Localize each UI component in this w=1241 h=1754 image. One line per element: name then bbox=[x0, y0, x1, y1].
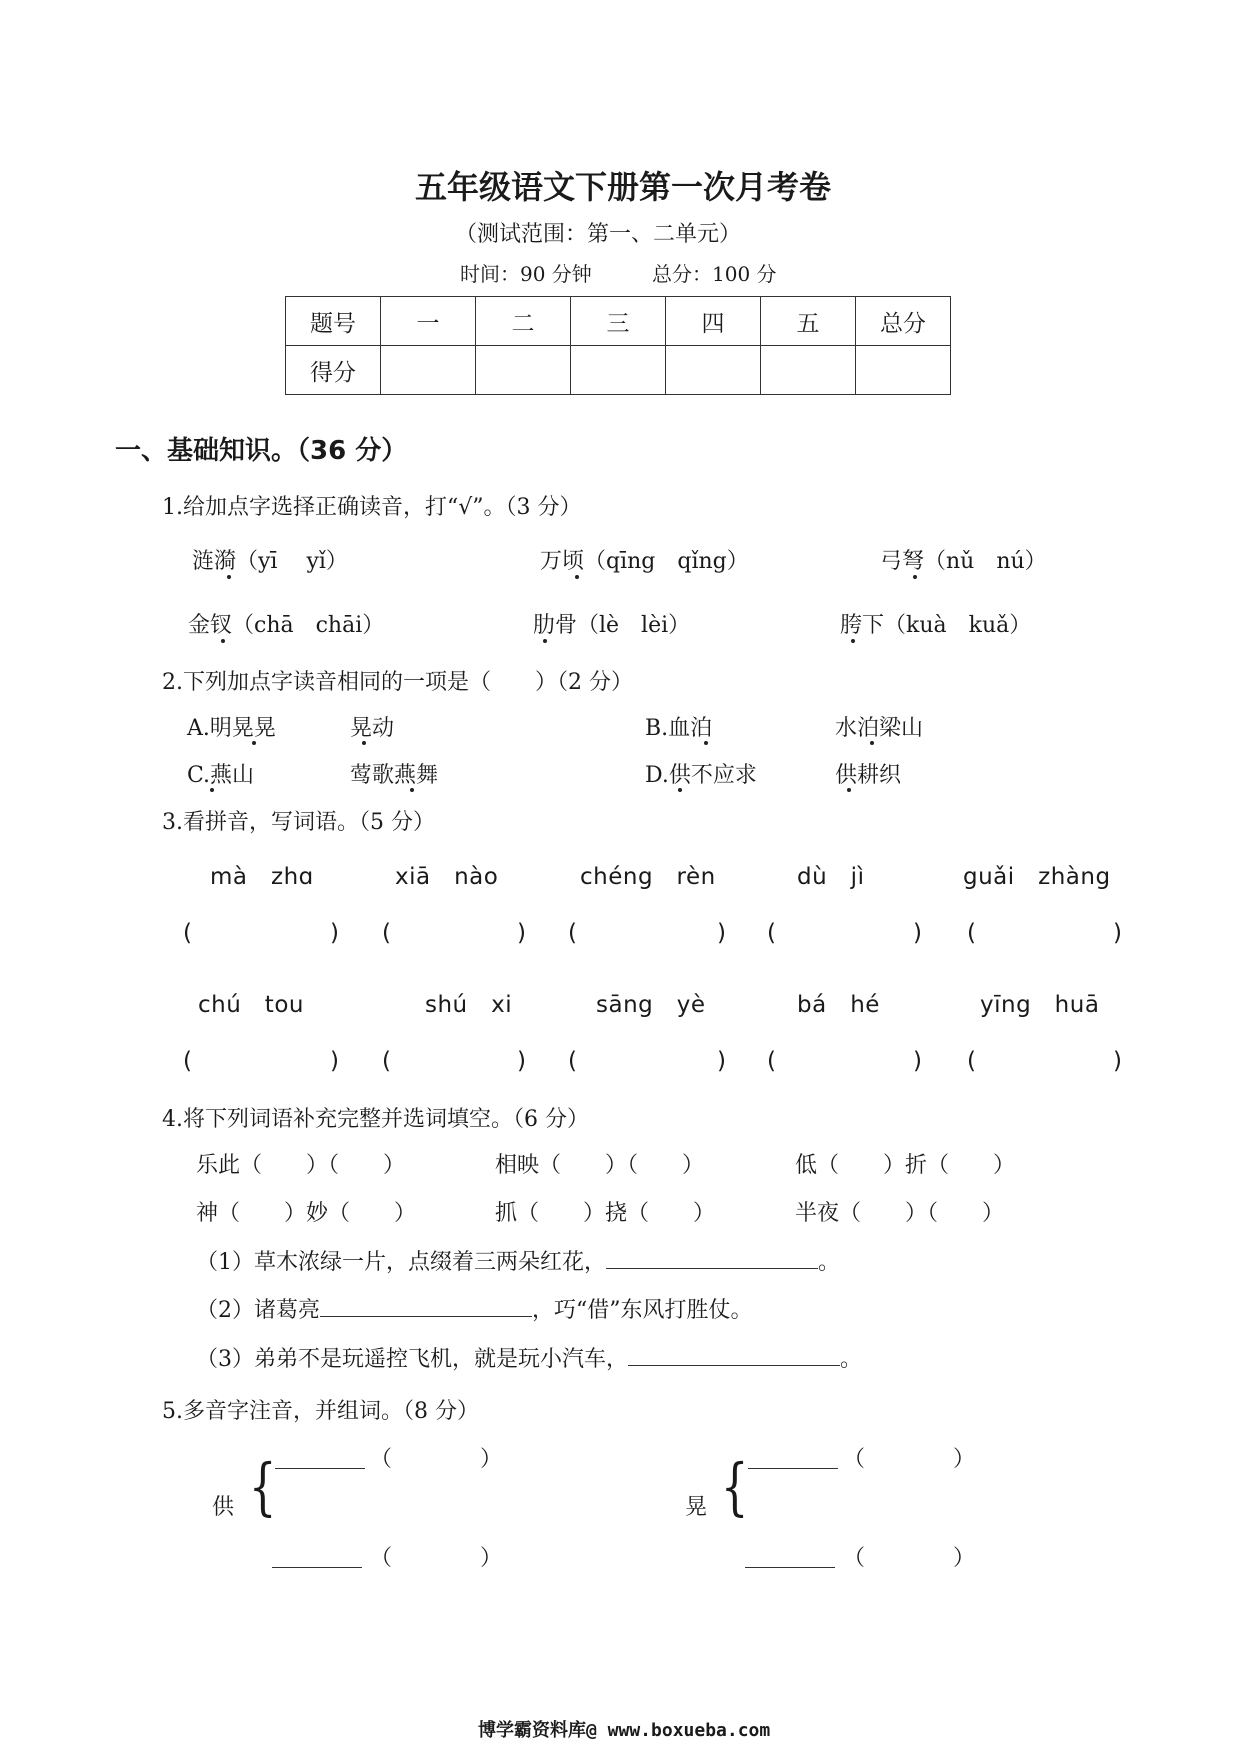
pinyin-paren[interactable]: （ ） bbox=[843, 1447, 976, 1472]
pinyin: yīng huā bbox=[980, 992, 1100, 1018]
curly-brace: { bbox=[720, 1450, 749, 1523]
fill-sentence-1 bbox=[196, 1245, 840, 1276]
emphasis-dot bbox=[678, 788, 682, 792]
sentence-text: （1）草木浓绿一片，点缀着三两朵红花， bbox=[196, 1250, 606, 1275]
answer-paren-close[interactable]: ) bbox=[717, 1048, 727, 1074]
answer-paren-open[interactable]: ( bbox=[967, 1048, 977, 1074]
score-cell[interactable] bbox=[666, 346, 761, 395]
q1-item: 涟漪（yī yǐ） bbox=[192, 549, 348, 574]
total-score: 总分：100 分 bbox=[652, 262, 777, 286]
q1-item: 胯下（kuà kuǎ） bbox=[840, 613, 1032, 638]
option-d-word1: D.供不应求 bbox=[645, 763, 757, 788]
pinyin: bá hé bbox=[797, 992, 880, 1018]
table-cell: 题号 bbox=[286, 297, 381, 346]
table-cell: 二 bbox=[476, 297, 571, 346]
emphasis-dot bbox=[227, 575, 231, 579]
emphasis-dot bbox=[362, 741, 366, 745]
answer-blank[interactable] bbox=[320, 1316, 532, 1317]
emphasis-dot bbox=[913, 575, 917, 579]
answer-blank[interactable] bbox=[606, 1268, 818, 1269]
answer-paren-open[interactable]: ( bbox=[568, 1048, 578, 1074]
emphasis-dot bbox=[704, 741, 708, 745]
answer-paren-open[interactable]: ( bbox=[967, 920, 977, 946]
idiom-fill[interactable]: 低（ ）折（ ） bbox=[795, 1153, 1016, 1178]
sentence-end: 。 bbox=[840, 1347, 863, 1372]
footer-watermark: 博学霸资料库@ www.boxueba.com bbox=[478, 1720, 771, 1741]
score-cell[interactable] bbox=[571, 346, 666, 395]
pinyin-paren[interactable]: （ ） bbox=[370, 1546, 503, 1571]
table-cell: 四 bbox=[666, 297, 761, 346]
pinyin: sāng yè bbox=[596, 992, 706, 1018]
sentence-text: ，巧“借”东风打胜仗。 bbox=[532, 1298, 753, 1323]
idiom-fill[interactable]: 抓（ ）挠（ ） bbox=[495, 1201, 716, 1226]
score-cell[interactable] bbox=[476, 346, 571, 395]
answer-paren-close[interactable]: ) bbox=[913, 920, 923, 946]
emphasis-dot bbox=[210, 788, 214, 792]
question-2-prompt: 2.下列加点字读音相同的一项是（ ）（2 分） bbox=[162, 670, 633, 695]
emphasis-dot bbox=[252, 741, 256, 745]
sentence-end: 。 bbox=[818, 1250, 841, 1275]
answer-blank[interactable] bbox=[748, 1446, 838, 1469]
answer-paren-open[interactable]: ( bbox=[183, 1048, 193, 1074]
q1-item: 金钗（chā chāi） bbox=[188, 613, 385, 638]
pinyin: chéng rèn bbox=[580, 864, 716, 890]
emphasis-dot bbox=[575, 575, 579, 579]
section-heading: 一、基础知识。（36 分） bbox=[115, 436, 408, 466]
q1-item: 肋骨（lè lèi） bbox=[533, 613, 691, 638]
option-a-word2: 晃动 bbox=[350, 716, 395, 741]
answer-paren-close[interactable]: ) bbox=[517, 920, 527, 946]
emphasis-dot bbox=[543, 639, 547, 643]
idiom-fill[interactable]: 神（ ）妙（ ） bbox=[196, 1201, 417, 1226]
option-d-word2: 供耕织 bbox=[835, 763, 902, 788]
table-cell: 五 bbox=[761, 297, 856, 346]
table-cell: 一 bbox=[381, 297, 476, 346]
score-table bbox=[285, 296, 951, 395]
answer-paren-open[interactable]: ( bbox=[767, 1048, 777, 1074]
question-1-prompt: 1.给加点字选择正确读音，打“√”。（3 分） bbox=[162, 495, 582, 520]
emphasis-dot bbox=[847, 788, 851, 792]
answer-paren-open[interactable]: ( bbox=[767, 920, 777, 946]
answer-paren-open[interactable]: ( bbox=[382, 920, 392, 946]
emphasis-dot bbox=[410, 788, 414, 792]
answer-blank[interactable] bbox=[628, 1365, 840, 1366]
answer-paren-open[interactable]: ( bbox=[568, 920, 578, 946]
score-cell[interactable] bbox=[381, 346, 476, 395]
idiom-fill[interactable]: 半夜（ ）（ ） bbox=[795, 1201, 1005, 1226]
curly-brace: { bbox=[248, 1450, 277, 1523]
polyphone-char: 供 bbox=[212, 1495, 235, 1520]
test-scope: （测试范围：第一、二单元） bbox=[455, 222, 742, 247]
answer-paren-close[interactable]: ) bbox=[1113, 920, 1123, 946]
score-cell[interactable] bbox=[856, 346, 951, 395]
score-table-header-row bbox=[286, 297, 951, 346]
question-3-prompt: 3.看拼音，写词语。（5 分） bbox=[162, 810, 435, 835]
answer-blank[interactable] bbox=[745, 1545, 835, 1568]
pinyin: shú xi bbox=[425, 992, 513, 1018]
table-cell: 得分 bbox=[286, 346, 381, 395]
time-limit: 时间：90 分钟 bbox=[460, 262, 592, 286]
question-5-prompt: 5.多音字注音，并组词。（8 分） bbox=[162, 1399, 479, 1424]
answer-paren-close[interactable]: ) bbox=[517, 1048, 527, 1074]
pinyin: xiā nào bbox=[395, 864, 499, 890]
table-cell: 总分 bbox=[856, 297, 951, 346]
score-table-score-row bbox=[286, 346, 951, 395]
pinyin-paren[interactable]: （ ） bbox=[370, 1447, 503, 1472]
q1-item: 万顷（qīng qǐng） bbox=[540, 549, 749, 574]
score-cell[interactable] bbox=[761, 346, 856, 395]
fill-sentence-3 bbox=[196, 1342, 862, 1373]
table-cell: 三 bbox=[571, 297, 666, 346]
sentence-text: （2）诸葛亮 bbox=[196, 1298, 320, 1323]
answer-paren-close[interactable]: ) bbox=[330, 1048, 340, 1074]
question-4-prompt: 4.将下列词语补充完整并选词填空。（6 分） bbox=[162, 1107, 589, 1132]
answer-blank[interactable] bbox=[275, 1446, 365, 1469]
answer-paren-close[interactable]: ) bbox=[1113, 1048, 1123, 1074]
option-b-word2: 水泊梁山 bbox=[835, 716, 924, 741]
pinyin-paren[interactable]: （ ） bbox=[843, 1546, 976, 1571]
page-title: 五年级语文下册第一次月考卷 bbox=[415, 168, 832, 206]
polyphone-char: 晃 bbox=[685, 1495, 708, 1520]
emphasis-dot bbox=[851, 639, 855, 643]
idiom-fill[interactable]: 相映（ ）（ ） bbox=[495, 1153, 705, 1178]
pinyin: guǎi zhàng bbox=[963, 864, 1111, 890]
answer-paren-open[interactable]: ( bbox=[382, 1048, 392, 1074]
pinyin: mà zhɑ bbox=[210, 864, 314, 890]
sentence-text: （3）弟弟不是玩遥控飞机，就是玩小汽车， bbox=[196, 1347, 628, 1372]
option-c-word2: 莺歌燕舞 bbox=[350, 763, 439, 788]
pinyin: chú tou bbox=[198, 992, 304, 1018]
answer-paren-close[interactable]: ) bbox=[330, 920, 340, 946]
emphasis-dot bbox=[870, 741, 874, 745]
fill-sentence-2 bbox=[196, 1293, 753, 1324]
answer-paren-close[interactable]: ) bbox=[913, 1048, 923, 1074]
option-b-word1: B.血泊 bbox=[645, 716, 713, 741]
answer-blank[interactable] bbox=[272, 1545, 362, 1568]
answer-paren-close[interactable]: ) bbox=[717, 920, 727, 946]
idiom-fill[interactable]: 乐此（ ）（ ） bbox=[196, 1153, 406, 1178]
answer-paren-open[interactable]: ( bbox=[183, 920, 193, 946]
option-a-word1: A.明晃晃 bbox=[187, 716, 276, 741]
pinyin: dù jì bbox=[797, 864, 865, 890]
option-c-word1: C.燕山 bbox=[187, 763, 255, 788]
q1-item: 弓弩（nǔ nú） bbox=[880, 549, 1047, 574]
emphasis-dot bbox=[221, 639, 225, 643]
